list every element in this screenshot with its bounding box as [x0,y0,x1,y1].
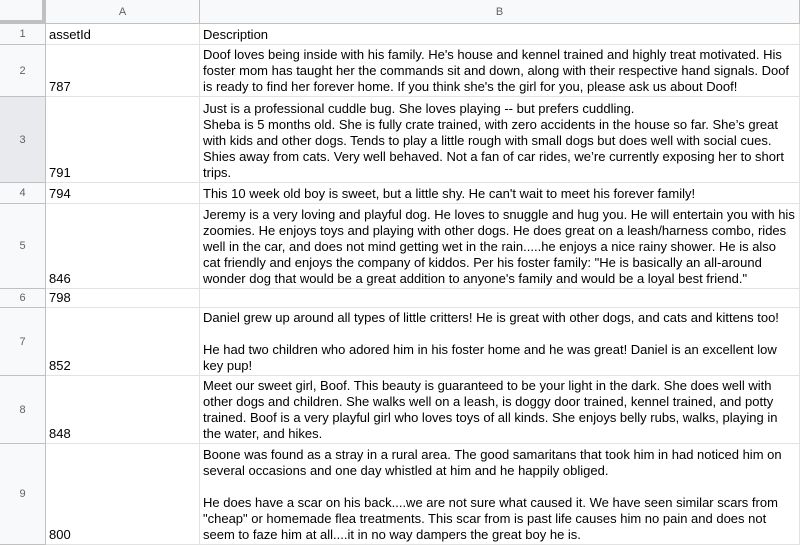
cell-a1[interactable]: assetId [46,24,200,45]
cell-b7[interactable] [200,308,800,376]
cell-a7[interactable]: 852 [46,308,200,376]
cell-b9[interactable] [200,444,800,545]
row-header-2[interactable]: 2 [0,45,46,97]
row-header-8[interactable]: 8 [0,376,46,444]
cell-b6[interactable] [200,289,800,308]
cell-b2-text: Doof loves being inside with his family. He's house and kennel trained and highly treat motivated. His foster mom has taught her the commands sit and down, along with their respective hand signals. Doof is ready to find her forever home. If you think she's the girl for you, please ask us about Doof! [203,47,793,94]
row-header-6[interactable]: 6 [0,289,46,308]
cell-b5[interactable] [200,204,800,289]
cell-a9[interactable]: 800 [46,444,200,545]
cell-b5-text: Jeremy is a very loving and playful dog. He loves to snuggle and hug you. He will entertain you with his zoomies. He enjoys toys and playing with other dogs. He does great on a leash/harness combo, rides well in the car, and does not mind getting wet in the rain.....he enjoys a nice rainy shower. He is also cat friendly and enjoys the company of kiddos. Per his foster family: "He is basically an all-around wonder dog that would be a great addition to anyone's family and would be a loyal best friend." [203,207,799,286]
cell-b8-text: Meet our sweet girl, Boof. This beauty is guaranteed to be your light in the dark. She does well with other dogs and children. She walks well on a leash, is doggy door trained, kennel trained, and potty trained. Boof is a very playful girl who loves toys of all kinds. She enjoys belly rubs, walks, playing in the water, and hikes. [203,378,782,441]
row-header-1[interactable]: 1 [0,24,46,45]
cell-b3-text: Just is a professional cuddle bug. She loves playing -- but prefers cuddling. Sheba is 5 months old. She is fully crate trained, with zero accidents in the house so far. She’s great with kids and other dogs. Tends to play a little rough with small dogs but does well with social cues. Shies away from cats. Very well behaved. Not a fan of car rides, we’re currently exposing her to short trips. [203,101,784,180]
column-header-b[interactable]: B [200,0,800,24]
cell-b3[interactable] [200,97,800,183]
cell-b4[interactable] [200,183,800,204]
cell-a3[interactable]: 791 [46,97,200,183]
cell-b1[interactable]: Description [200,24,800,45]
row-header-4[interactable]: 4 [0,183,46,204]
cell-a8[interactable]: 848 [46,376,200,444]
row-header-9[interactable]: 9 [0,444,46,545]
cell-a6[interactable]: 798 [46,289,200,308]
cell-a2[interactable]: 787 [46,45,200,97]
select-all-corner[interactable] [0,0,46,24]
cell-b7-text: Daniel grew up around all types of little critters! He is great with other dogs, and cats and kittens too! He had two children who adored him in his foster home and he was great! Daniel is an excellent low key pup! [203,310,779,373]
cell-b4-text: This 10 week old boy is sweet, but a little shy. He can't wait to meet his forever family! [203,186,696,201]
cell-b9-text: Boone was found as a stray in a rural area. The good samaritans that took him in had noticed him on several occasions and one day whistled at him and he happily obliged. He does have a scar on his back....we are not sure what caused it. We have seen similar scars from "cheap" or homemade flea treatments. This scar from is past life causes him no pain and does not seem to faze him at all....it in no way dampers the great boy he is. [203,447,782,542]
cell-a5[interactable]: 846 [46,204,200,289]
row-header-7[interactable]: 7 [0,308,46,376]
row-header-5[interactable]: 5 [0,204,46,289]
cell-a4[interactable]: 794 [46,183,200,204]
column-header-a[interactable]: A [46,0,200,24]
row-header-3[interactable]: 3 [0,97,46,183]
cell-b2[interactable] [200,45,800,97]
cell-b8[interactable] [200,376,800,444]
